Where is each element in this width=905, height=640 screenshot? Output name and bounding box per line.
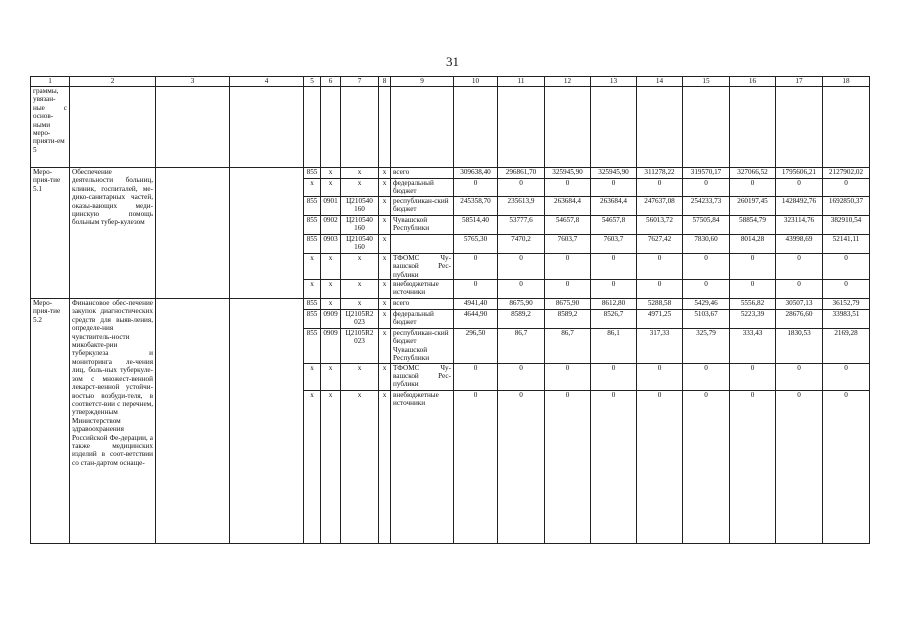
funding-source: внебюджетные источники (391, 280, 454, 299)
empty-cell (304, 87, 321, 168)
amount-cell: 28676,60 (776, 310, 823, 329)
amount-cell: 0 (591, 280, 637, 299)
amount-cell: 0 (776, 179, 823, 197)
measure-label: граммы, увязан-ные с основ-ными меро-прияти-ем 5 (31, 87, 70, 168)
budget-table (30, 76, 870, 544)
empty-cell (683, 87, 730, 168)
amount-cell: 323114,76 (776, 215, 823, 234)
empty-cell (637, 87, 683, 168)
section-code: х (321, 168, 341, 179)
amount-cell: 58514,40 (454, 215, 498, 234)
empty-cell (545, 87, 591, 168)
column-number: 4 (230, 77, 304, 87)
amount-cell: 1795606,21 (776, 168, 823, 179)
amount-cell: 86,7 (545, 329, 591, 364)
target-item-code: Ц210540 160 (341, 196, 379, 215)
funding-source: федеральный бюджет (391, 310, 454, 329)
amount-cell: 0 (591, 253, 637, 279)
admin-code: 855 (304, 196, 321, 215)
target-item-code: х (341, 168, 379, 179)
amount-cell: 1830,53 (776, 329, 823, 364)
amount-cell: 53777,6 (498, 215, 545, 234)
amount-cell: 43998,69 (776, 234, 823, 253)
amount-cell: 0 (730, 179, 776, 197)
column-number: 1 (31, 77, 70, 87)
empty-cell (341, 87, 379, 168)
amount-cell: 5556,82 (730, 299, 776, 310)
amount-cell: 5429,46 (683, 299, 730, 310)
amount-cell: 8526,7 (591, 310, 637, 329)
amount-cell: 54657,8 (591, 215, 637, 234)
column-number: 18 (823, 77, 870, 87)
amount-cell: 8675,90 (498, 299, 545, 310)
amount-cell: 0 (454, 363, 498, 390)
page-number: 31 (446, 54, 459, 69)
target-item-code: х (341, 280, 379, 299)
expense-type-code: х (379, 310, 391, 329)
target-item-code: Ц210540 160 (341, 215, 379, 234)
target-item-code: х (341, 179, 379, 197)
amount-cell: 52141,11 (823, 234, 870, 253)
expense-type-code: х (379, 196, 391, 215)
amount-cell: 325945,90 (545, 168, 591, 179)
empty-cell (156, 87, 230, 168)
target-item-code: х (341, 299, 379, 310)
funding-source: ТФОМС Чу-вашской Рес-публики (391, 253, 454, 279)
amount-cell: 0 (776, 390, 823, 543)
funding-source (391, 234, 454, 253)
section-code: х (321, 253, 341, 279)
amount-cell: 0 (730, 253, 776, 279)
expense-type-code: х (379, 329, 391, 364)
amount-cell: 247637,08 (637, 196, 683, 215)
column-number: 16 (730, 77, 776, 87)
amount-cell: 235613,9 (498, 196, 545, 215)
empty-cell (776, 87, 823, 168)
column-number: 8 (379, 77, 391, 87)
amount-cell: 8675,90 (545, 299, 591, 310)
column-number: 15 (683, 77, 730, 87)
amount-cell: 5223,39 (730, 310, 776, 329)
expense-type-code: х (379, 253, 391, 279)
expense-type-code: х (379, 299, 391, 310)
column-number: 9 (391, 77, 454, 87)
amount-cell: 0 (776, 253, 823, 279)
amount-cell: 309638,40 (454, 168, 498, 179)
amount-cell: 0 (454, 253, 498, 279)
amount-cell: 296861,70 (498, 168, 545, 179)
amount-cell: 54657,8 (545, 215, 591, 234)
amount-cell: 0 (591, 179, 637, 197)
amount-cell: 58854,79 (730, 215, 776, 234)
column-number: 14 (637, 77, 683, 87)
funding-source: республикан-ский бюджет Чувашской Республики (391, 329, 454, 364)
amount-cell: 0 (454, 280, 498, 299)
expense-type-code: х (379, 179, 391, 197)
amount-cell: 0 (498, 280, 545, 299)
measure-description: Финансовое обес-печение закупок диагностических средств для выяв-ления, определе-ния чувствитель-ности микобакте-рии туберкулеза и мониторинга ле-чения лиц, боль-ных туберкуле-зом с множест-венной лекарст-венной устойчи-востью возбуди-теля, в соответст-вии с перечнем, утвержденным Министерством здравоохранения Российской Фе-дерации, а также медицинских изделий в соот-ветствии со стан-дартом оснаще- (70, 299, 156, 544)
measure-name: Меро-прия-тие 5.1 (31, 168, 70, 299)
amount-cell: 0 (498, 363, 545, 390)
section-code: 0909 (321, 310, 341, 329)
amount-cell: 7603,7 (545, 234, 591, 253)
amount-cell: 36152,79 (823, 299, 870, 310)
amount-cell: 263684,4 (591, 196, 637, 215)
amount-cell: 5103,67 (683, 310, 730, 329)
amount-cell: 0 (591, 363, 637, 390)
section-code: х (321, 179, 341, 197)
amount-cell: 5288,58 (637, 299, 683, 310)
section-code: х (321, 363, 341, 390)
amount-cell: 0 (545, 390, 591, 543)
amount-cell: 325945,90 (591, 168, 637, 179)
funding-source: республикан-ский бюджет (391, 196, 454, 215)
column-number: 13 (591, 77, 637, 87)
target-item-code: Ц2105R2 023 (341, 329, 379, 364)
amount-cell: 296,50 (454, 329, 498, 364)
admin-code: 855 (304, 168, 321, 179)
empty-cell (823, 87, 870, 168)
amount-cell: 0 (637, 363, 683, 390)
column-number: 12 (545, 77, 591, 87)
amount-cell: 0 (637, 253, 683, 279)
target-item-code: х (341, 363, 379, 390)
amount-cell: 8014,28 (730, 234, 776, 253)
amount-cell: 0 (683, 390, 730, 543)
amount-cell: 7627,42 (637, 234, 683, 253)
amount-cell: 317,33 (637, 329, 683, 364)
table-row (31, 299, 870, 310)
amount-cell: 2127902,02 (823, 168, 870, 179)
empty-cell (230, 168, 304, 299)
amount-cell: 86,7 (498, 329, 545, 364)
section-code: 0901 (321, 196, 341, 215)
measure-description: Обеспечение деятельности больниц, клиник, госпиталей, ме-дико-санитарных частей, оказы-вающих меди-цинскую помощь больным тубер-кулезом (70, 168, 156, 299)
amount-cell: 311278,22 (637, 168, 683, 179)
amount-cell: 7470,2 (498, 234, 545, 253)
section-code: 0909 (321, 329, 341, 364)
amount-cell: 4644,90 (454, 310, 498, 329)
amount-cell: 0 (730, 390, 776, 543)
amount-cell: 0 (545, 363, 591, 390)
expense-type-code: х (379, 280, 391, 299)
amount-cell: 33983,51 (823, 310, 870, 329)
amount-cell: 1428492,76 (776, 196, 823, 215)
empty-cell (454, 87, 498, 168)
admin-code: 855 (304, 299, 321, 310)
amount-cell: 4971,25 (637, 310, 683, 329)
amount-cell: 57505,84 (683, 215, 730, 234)
admin-code: х (304, 280, 321, 299)
admin-code: 855 (304, 310, 321, 329)
amount-cell: 56013,72 (637, 215, 683, 234)
amount-cell: 0 (823, 363, 870, 390)
column-number-row (31, 77, 870, 87)
amount-cell: 0 (730, 280, 776, 299)
amount-cell: 0 (637, 280, 683, 299)
section-code: 0903 (321, 234, 341, 253)
empty-cell (230, 87, 304, 168)
amount-cell: 0 (823, 253, 870, 279)
amount-cell: 254233,73 (683, 196, 730, 215)
amount-cell: 0 (454, 390, 498, 543)
target-item-code: Ц210540 160 (341, 234, 379, 253)
admin-code: 855 (304, 234, 321, 253)
amount-cell: 0 (823, 280, 870, 299)
section-code: 0902 (321, 215, 341, 234)
amount-cell: 5765,30 (454, 234, 498, 253)
target-item-code: х (341, 390, 379, 543)
admin-code: х (304, 390, 321, 543)
amount-cell: 333,43 (730, 329, 776, 364)
amount-cell: 325,79 (683, 329, 730, 364)
empty-cell (70, 87, 156, 168)
admin-code: 855 (304, 329, 321, 364)
amount-cell: 1692850,37 (823, 196, 870, 215)
funding-source: всего (391, 299, 454, 310)
column-number: 17 (776, 77, 823, 87)
amount-cell: 0 (683, 363, 730, 390)
amount-cell: 0 (776, 280, 823, 299)
amount-cell: 8589,2 (545, 310, 591, 329)
continuation-row (31, 87, 870, 168)
column-number: 5 (304, 77, 321, 87)
column-number: 2 (70, 77, 156, 87)
amount-cell: 0 (637, 179, 683, 197)
column-number: 11 (498, 77, 545, 87)
target-item-code: Ц2105R2 023 (341, 310, 379, 329)
amount-cell: 7603,7 (591, 234, 637, 253)
amount-cell: 2169,28 (823, 329, 870, 364)
amount-cell: 0 (498, 390, 545, 543)
column-number: 6 (321, 77, 341, 87)
funding-source: Чувашской Республики (391, 215, 454, 234)
expense-type-code: х (379, 363, 391, 390)
empty-cell (156, 299, 230, 544)
funding-source: внебюджетные источники (391, 390, 454, 543)
admin-code: 855 (304, 215, 321, 234)
admin-code: х (304, 363, 321, 390)
empty-cell (391, 87, 454, 168)
amount-cell: 0 (545, 280, 591, 299)
empty-cell (230, 299, 304, 544)
section-code: х (321, 390, 341, 543)
amount-cell: 0 (591, 390, 637, 543)
amount-cell: 0 (545, 179, 591, 197)
section-code: х (321, 280, 341, 299)
section-code: х (321, 299, 341, 310)
amount-cell: 8589,2 (498, 310, 545, 329)
admin-code: х (304, 253, 321, 279)
admin-code: х (304, 179, 321, 197)
column-number: 7 (341, 77, 379, 87)
empty-cell (730, 87, 776, 168)
amount-cell: 0 (776, 363, 823, 390)
amount-cell: 0 (498, 253, 545, 279)
measure-name: Меро-прия-тие 5.2 (31, 299, 70, 544)
expense-type-code: х (379, 215, 391, 234)
empty-cell (156, 168, 230, 299)
table-row (31, 168, 870, 179)
target-item-code: х (341, 253, 379, 279)
column-number: 10 (454, 77, 498, 87)
amount-cell: 0 (545, 253, 591, 279)
funding-source: федеральный бюджет (391, 179, 454, 197)
expense-type-code: х (379, 234, 391, 253)
expense-type-code: х (379, 168, 391, 179)
amount-cell: 0 (823, 390, 870, 543)
amount-cell: 263684,4 (545, 196, 591, 215)
amount-cell: 0 (730, 363, 776, 390)
amount-cell: 0 (683, 179, 730, 197)
amount-cell: 30507,13 (776, 299, 823, 310)
amount-cell: 319570,17 (683, 168, 730, 179)
amount-cell: 0 (823, 179, 870, 197)
amount-cell: 327066,52 (730, 168, 776, 179)
amount-cell: 382910,54 (823, 215, 870, 234)
amount-cell: 0 (683, 280, 730, 299)
empty-cell (321, 87, 341, 168)
amount-cell: 0 (454, 179, 498, 197)
expense-type-code: х (379, 390, 391, 543)
amount-cell: 0 (683, 253, 730, 279)
amount-cell: 7830,60 (683, 234, 730, 253)
amount-cell: 260197,45 (730, 196, 776, 215)
amount-cell: 245358,70 (454, 196, 498, 215)
funding-source: всего (391, 168, 454, 179)
amount-cell: 4941,40 (454, 299, 498, 310)
amount-cell: 86,1 (591, 329, 637, 364)
empty-cell (379, 87, 391, 168)
amount-cell: 8612,80 (591, 299, 637, 310)
amount-cell: 0 (637, 390, 683, 543)
column-number: 3 (156, 77, 230, 87)
funding-source: ТФОМС Чу-вашской Рес-публики (391, 363, 454, 390)
empty-cell (498, 87, 545, 168)
amount-cell: 0 (498, 179, 545, 197)
empty-cell (591, 87, 637, 168)
